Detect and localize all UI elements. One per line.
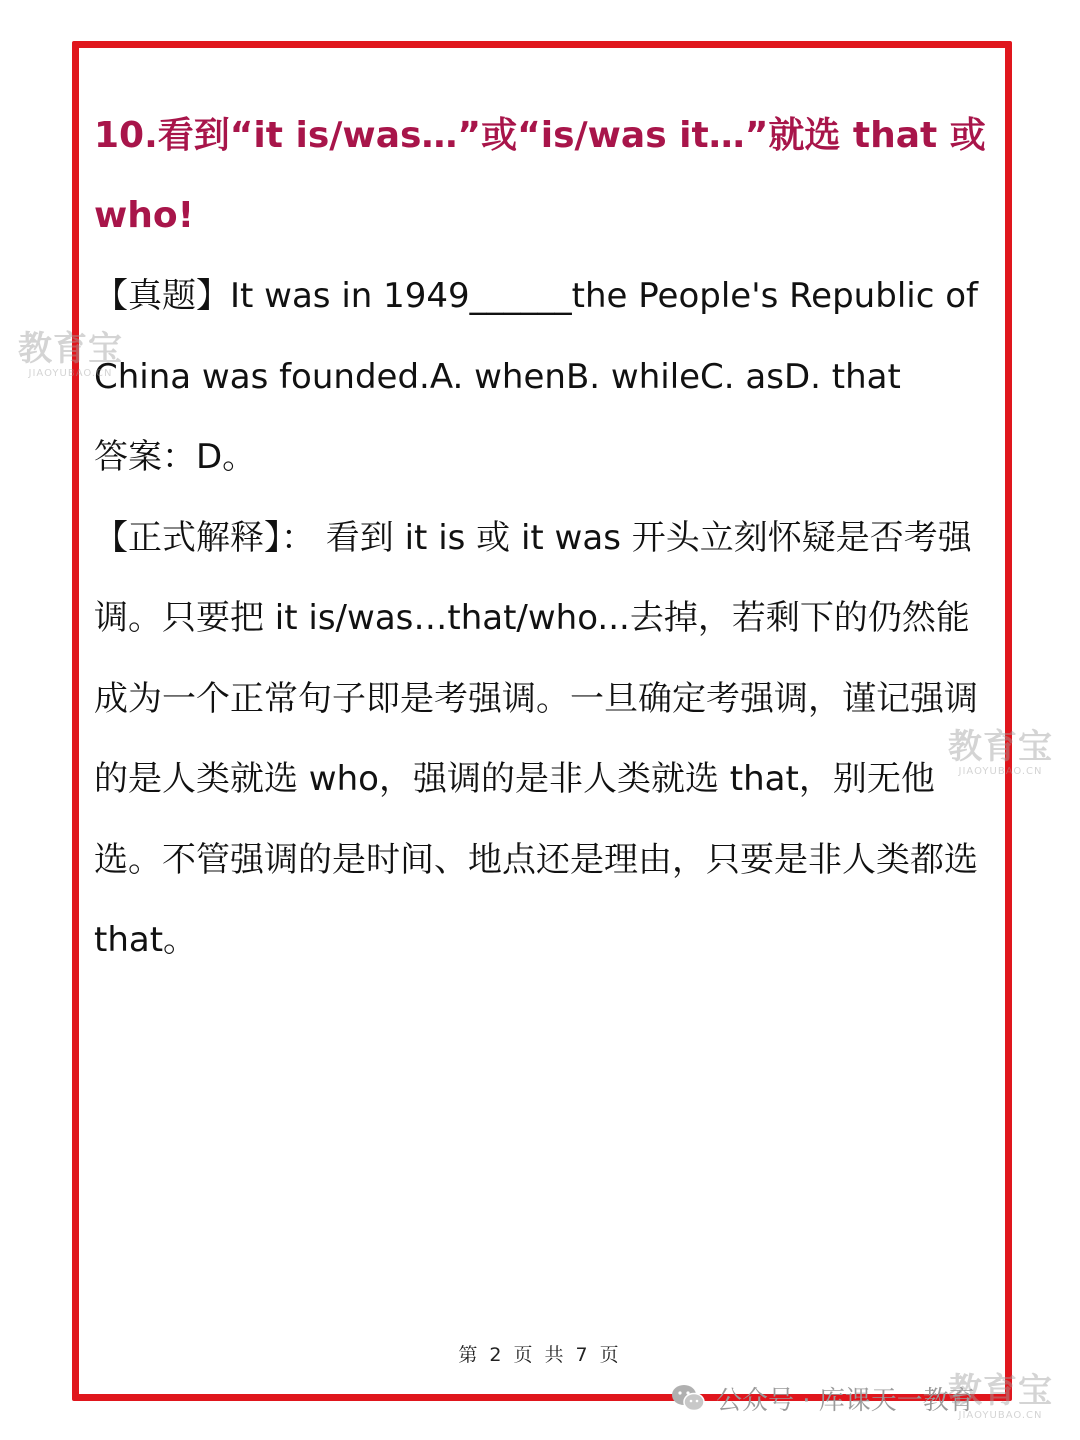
wechat-icon (670, 1383, 706, 1413)
question-text: 【真题】It was in 1949______the People's Republic of China was founded.A. whenB. whileC. asD. that (94, 276, 978, 397)
footer-attribution (670, 1378, 975, 1418)
explanation-text: 【正式解释】： 看到 it is 或 it was 开头立刻怀疑是否考强调。只要把 it is/was…that/who...去掉，若剩下的仍然能成为一个正常句子即是考强调。一旦确定考强调，谨记强调的是人类就选 who，强调的是非人类就选 that，别无他选。不管强调的是时间、地点还是理由，只要是非人类都选 that。 (94, 517, 978, 960)
section-title: 10.看到“it is/was…”或“is/was it…”就选 that 或 who! (94, 115, 986, 236)
page-number: 第 2 页 共 7 页 (458, 1344, 622, 1366)
footer-text: 公众号 · 库课天一教育 (716, 1385, 975, 1416)
document-content (94, 96, 994, 981)
watermark-left: 教育宝 JIAOYUBAO.CN (18, 329, 123, 379)
watermark-bottom: 教育宝 JIAOYUBAO.CN (948, 1371, 1053, 1421)
watermark-right: 教育宝 JIAOYUBAO.CN (948, 727, 1053, 777)
answer-text: 答案：D。 (94, 437, 257, 477)
